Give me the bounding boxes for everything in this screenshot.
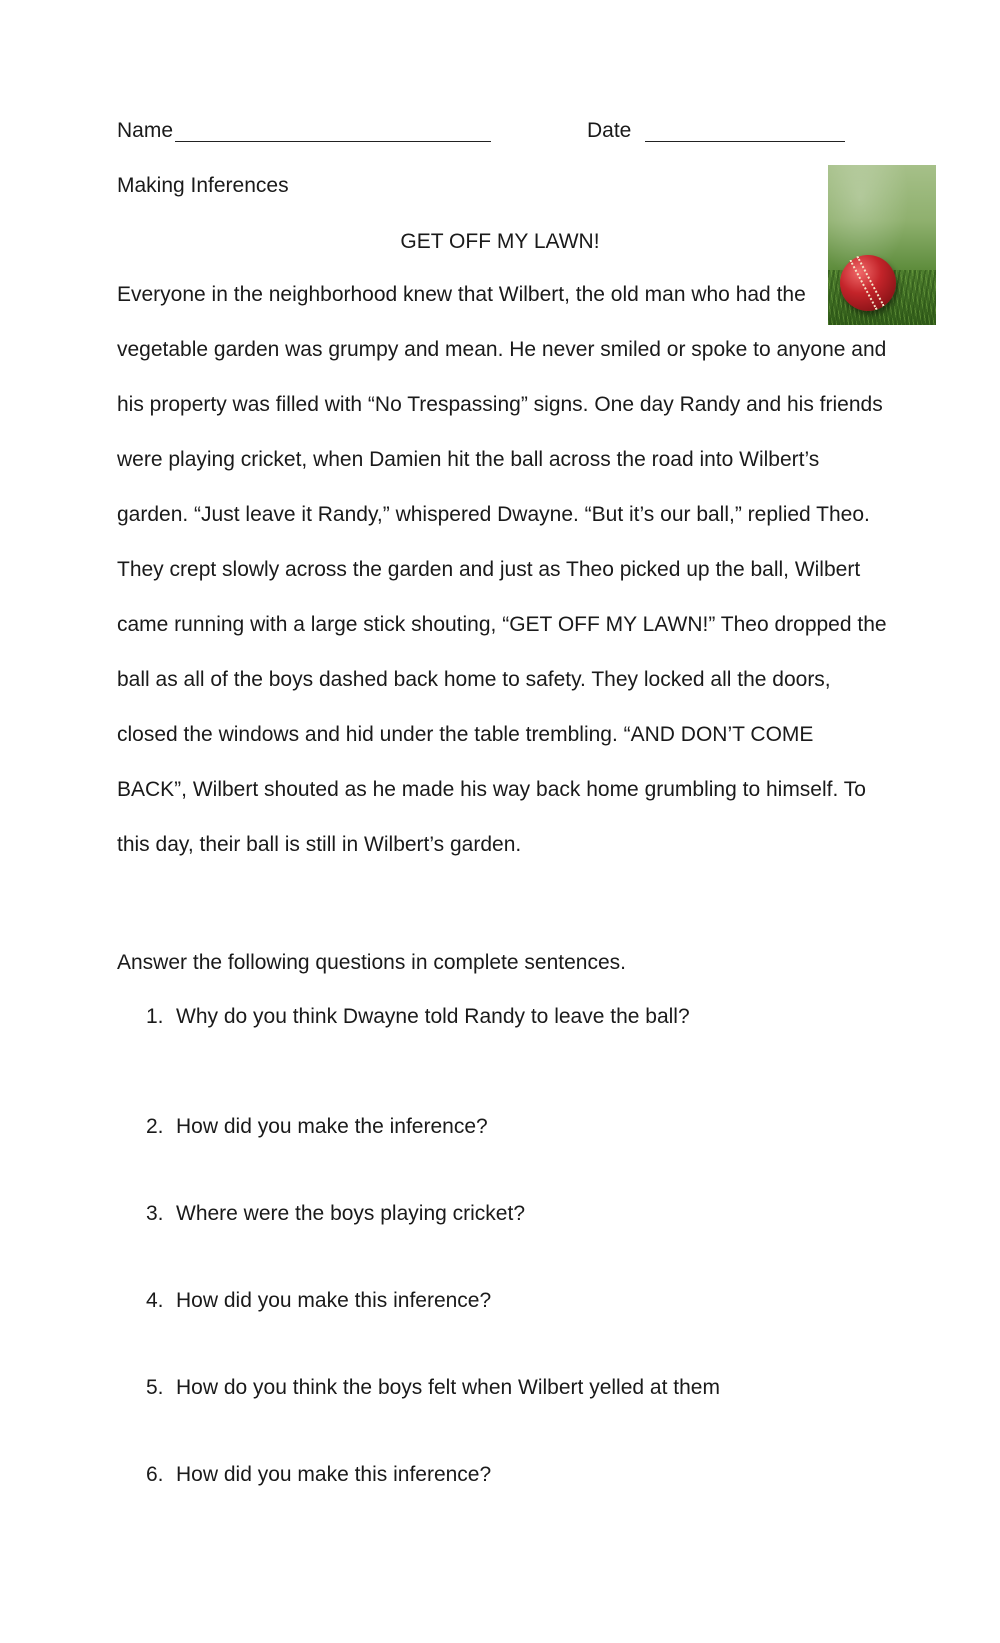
question-number: 2. xyxy=(146,1115,164,1138)
story-line: vegetable garden was grumpy and mean. He never smiled or spoke to anyone and xyxy=(117,338,887,361)
worksheet-subtitle: Making Inferences xyxy=(117,174,289,197)
date-blank-line[interactable] xyxy=(645,141,845,142)
question-text: Why do you think Dwayne told Randy to leave the ball? xyxy=(176,1005,690,1028)
question-item xyxy=(146,1376,720,1400)
story-line: ball as all of the boys dashed back home to safety. They locked all the doors, xyxy=(117,668,831,691)
story-line: Everyone in the neighborhood knew that Wilbert, the old man who had the xyxy=(117,283,806,306)
story-line: were playing cricket, when Damien hit the ball across the road into Wilbert’s xyxy=(117,448,820,471)
question-text: How did you make this inference? xyxy=(176,1289,492,1312)
question-text: How did you make the inference? xyxy=(176,1115,488,1138)
question-number: 1. xyxy=(146,1005,164,1028)
question-number: 3. xyxy=(146,1202,164,1225)
question-number: 4. xyxy=(146,1289,164,1312)
question-text: How did you make this inference? xyxy=(176,1463,492,1486)
question-text: Where were the boys playing cricket? xyxy=(176,1202,525,1225)
question-item xyxy=(146,1115,488,1139)
date-label: Date xyxy=(587,119,632,142)
story-line: garden. “Just leave it Randy,” whispered Dwayne. “But it’s our ball,” replied Theo. xyxy=(117,503,870,526)
question-item xyxy=(146,1463,491,1487)
story-line: BACK”, Wilbert shouted as he made his way back home grumbling to himself. To xyxy=(117,778,866,801)
story-line: They crept slowly across the garden and just as Theo picked up the ball, Wilbert xyxy=(117,558,861,581)
ball-seam xyxy=(849,256,884,310)
story-line: his property was filled with “No Trespassing” signs. One day Randy and his friends xyxy=(117,393,883,416)
question-item xyxy=(146,1005,690,1029)
instructions: Answer the following questions in complete sentences. xyxy=(117,951,626,974)
question-number: 5. xyxy=(146,1376,164,1399)
question-text: How do you think the boys felt when Wilbert yelled at them xyxy=(176,1376,720,1399)
story-line: came running with a large stick shouting, “GET OFF MY LAWN!” Theo dropped the xyxy=(117,613,887,636)
question-item xyxy=(146,1202,525,1226)
story-line: this day, their ball is still in Wilbert’s garden. xyxy=(117,833,522,856)
story-line: closed the windows and hid under the table trembling. “AND DON’T COME xyxy=(117,723,814,746)
name-label: Name xyxy=(117,119,174,142)
cricket-ball-icon xyxy=(840,255,896,311)
question-item xyxy=(146,1289,491,1313)
question-number: 6. xyxy=(146,1463,164,1486)
story-title: GET OFF MY LAWN! xyxy=(400,230,600,253)
name-blank-line[interactable] xyxy=(175,141,491,142)
